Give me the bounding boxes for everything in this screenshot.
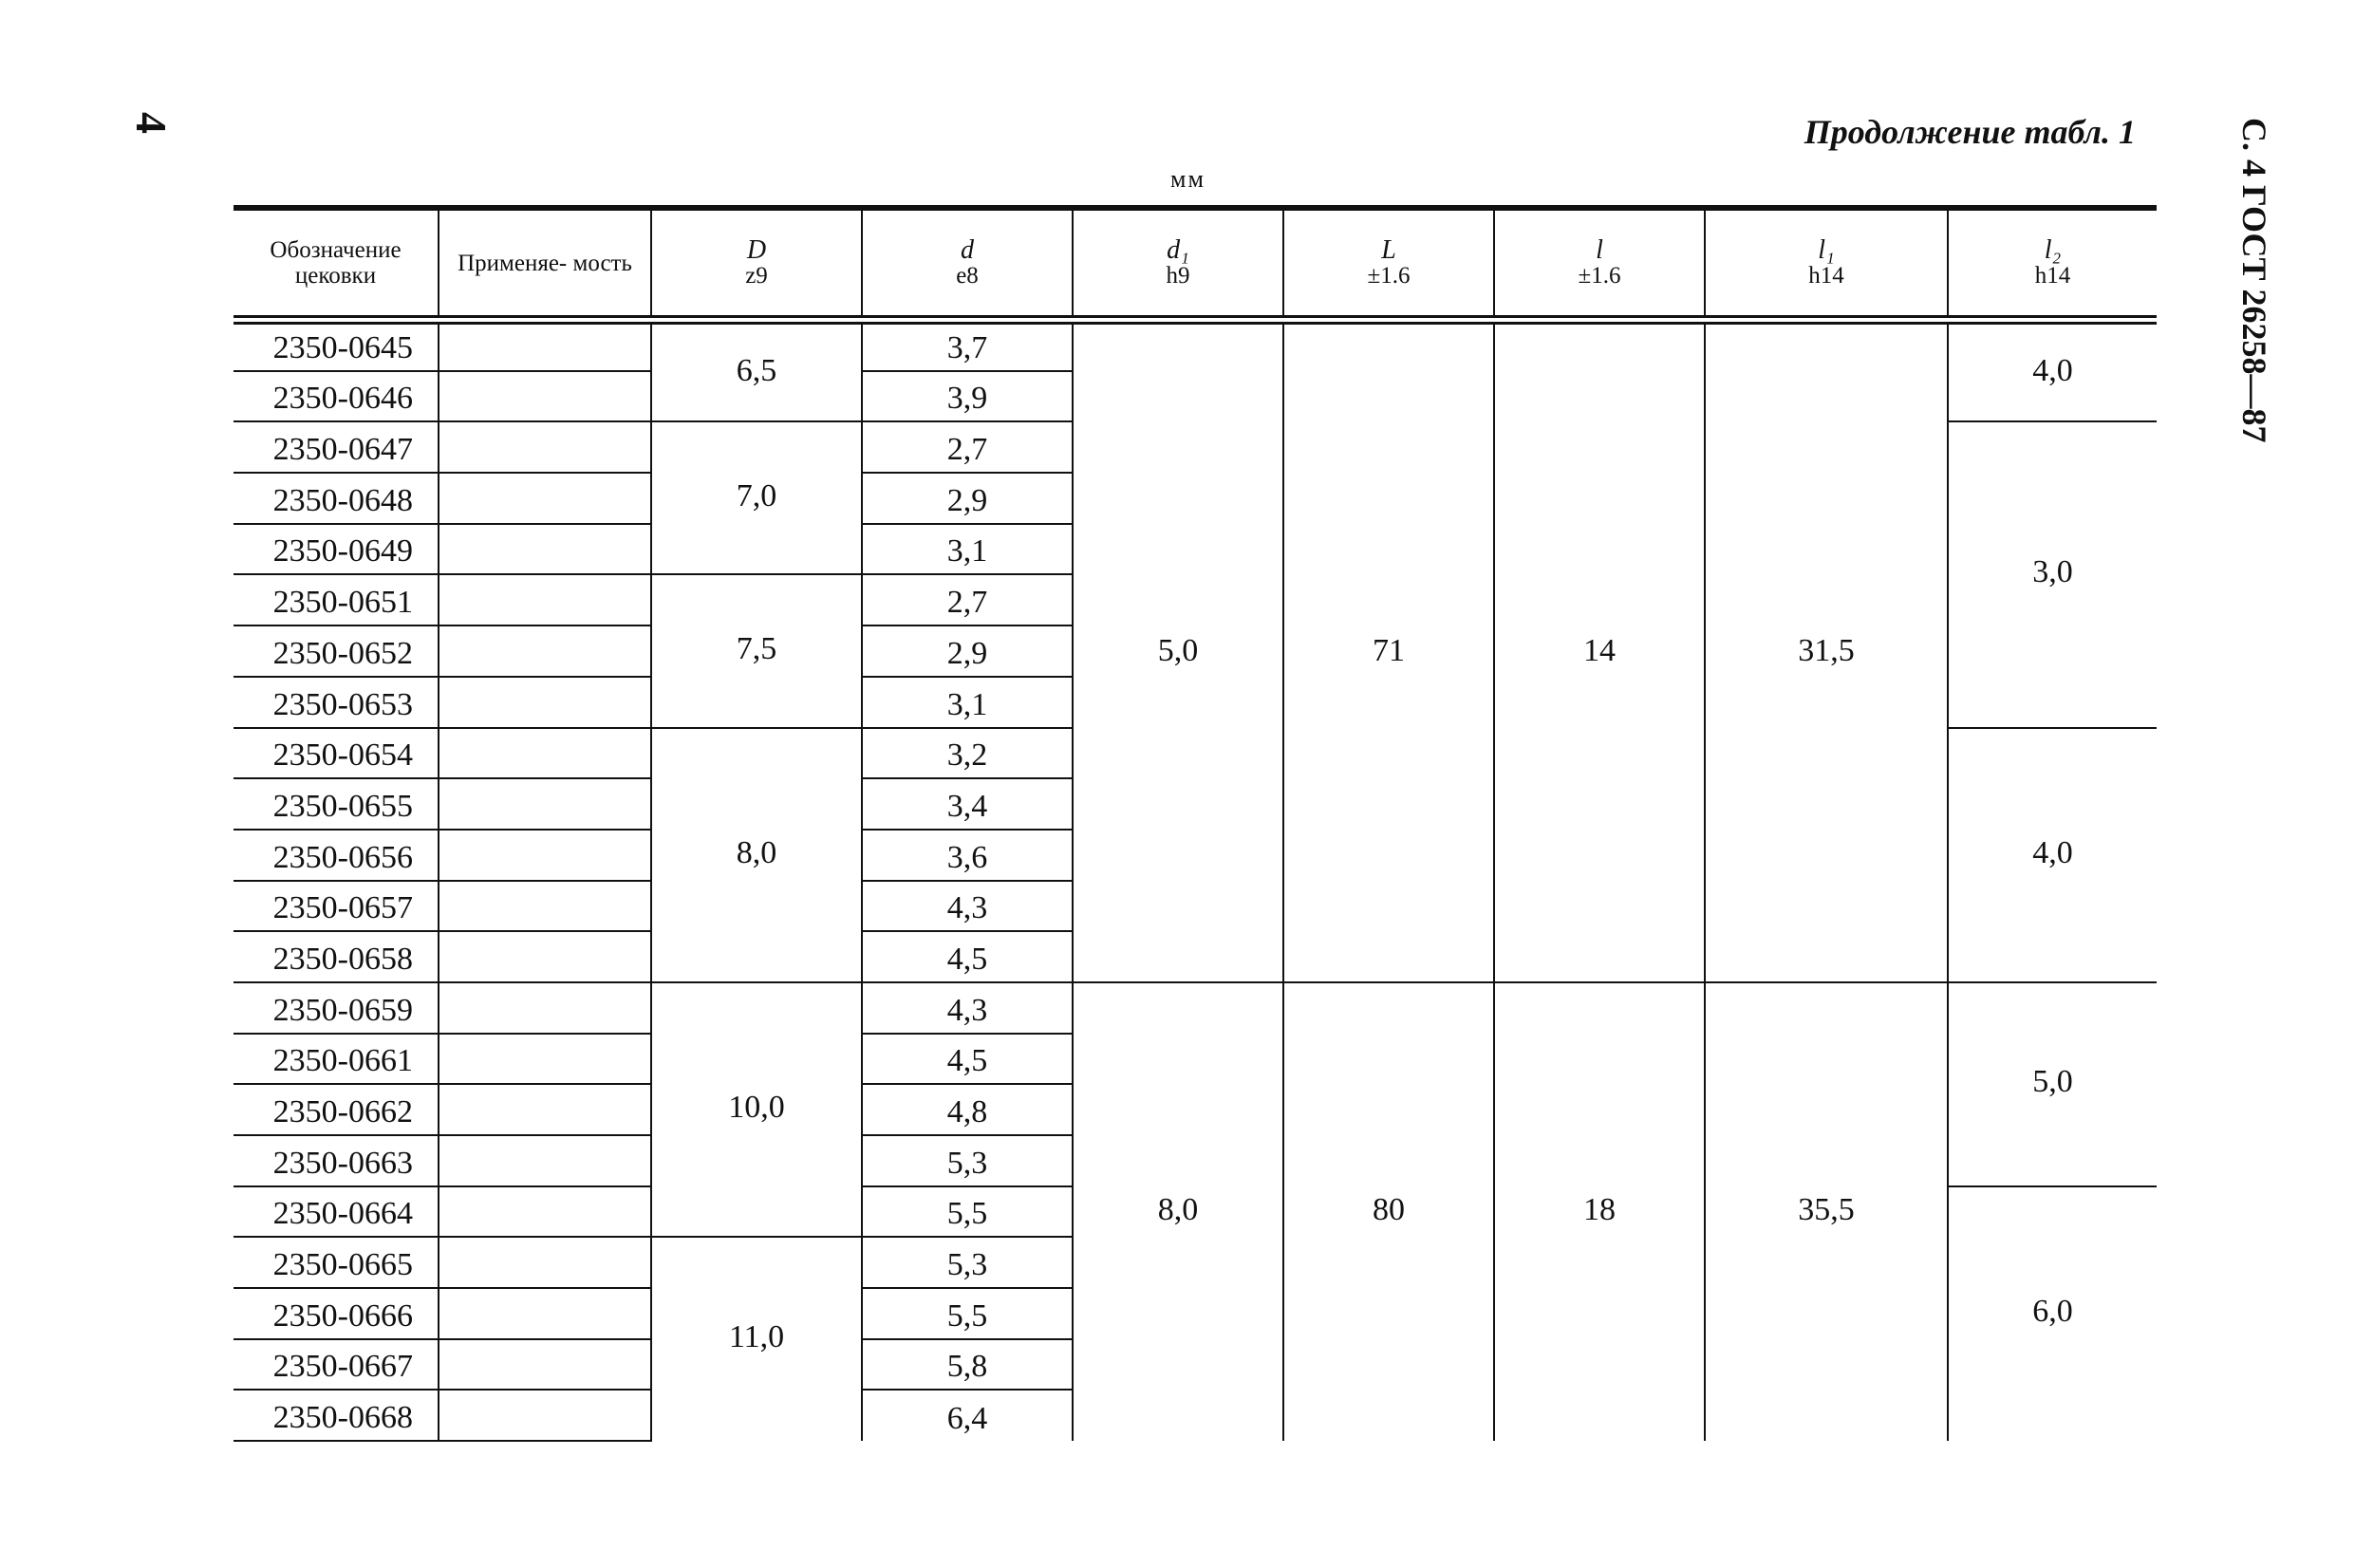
designation-cell: 2350-0646 bbox=[234, 371, 439, 422]
header-D bbox=[651, 208, 862, 320]
header-l2-symbol: l₂ bbox=[2044, 235, 2062, 265]
d-cell: 3,9 bbox=[862, 371, 1073, 422]
table-row bbox=[234, 982, 2157, 1034]
header-D-symbol: D bbox=[746, 235, 767, 265]
d-cell: 4,3 bbox=[862, 982, 1073, 1034]
applicability-cell bbox=[439, 728, 651, 779]
designation-cell: 2350-0651 bbox=[234, 574, 439, 625]
l2-cell: 3,0 bbox=[1948, 421, 2157, 727]
applicability-cell bbox=[439, 931, 651, 982]
D-cell: 7,0 bbox=[651, 421, 862, 574]
table-body bbox=[234, 320, 2157, 1441]
designation-cell: 2350-0656 bbox=[234, 830, 439, 881]
designation-cell: 2350-0655 bbox=[234, 778, 439, 830]
L-cell: 80 bbox=[1283, 982, 1494, 1441]
l-cell: 18 bbox=[1494, 982, 1705, 1441]
applicability-cell bbox=[439, 421, 651, 473]
header-l2-tolerance: h14 bbox=[2034, 263, 2071, 289]
table-continuation-caption: Продолжение табл. 1 bbox=[1804, 113, 2136, 151]
d-cell: 5,3 bbox=[862, 1237, 1073, 1288]
designation-cell: 2350-0662 bbox=[234, 1084, 439, 1135]
header-L-symbol: L bbox=[1381, 235, 1396, 265]
l2-cell: 5,0 bbox=[1948, 982, 2157, 1186]
D-cell: 6,5 bbox=[651, 320, 862, 421]
d-cell: 5,3 bbox=[862, 1135, 1073, 1186]
designation-cell: 2350-0652 bbox=[234, 625, 439, 677]
header-l1 bbox=[1705, 208, 1948, 320]
L-cell: 71 bbox=[1283, 320, 1494, 982]
d-cell: 2,9 bbox=[862, 473, 1073, 524]
designation-cell: 2350-0657 bbox=[234, 881, 439, 932]
header-d-tolerance: e8 bbox=[956, 263, 979, 289]
l1-cell: 35,5 bbox=[1705, 982, 1948, 1441]
header-d bbox=[862, 208, 1073, 320]
d-cell: 3,2 bbox=[862, 728, 1073, 779]
header-l-tolerance: ±1.6 bbox=[1578, 263, 1621, 289]
d-cell: 4,3 bbox=[862, 881, 1073, 932]
applicability-cell bbox=[439, 778, 651, 830]
designation-cell: 2350-0667 bbox=[234, 1339, 439, 1391]
d1-cell: 5,0 bbox=[1073, 320, 1283, 982]
l2-cell: 4,0 bbox=[1948, 320, 2157, 421]
designation-cell: 2350-0645 bbox=[234, 320, 439, 371]
header-d1 bbox=[1073, 208, 1283, 320]
applicability-cell bbox=[439, 1186, 651, 1238]
designation-cell: 2350-0665 bbox=[234, 1237, 439, 1288]
d-cell: 4,5 bbox=[862, 1034, 1073, 1085]
applicability-cell bbox=[439, 830, 651, 881]
d-cell: 3,1 bbox=[862, 677, 1073, 728]
header-d1-symbol: d₁ bbox=[1167, 235, 1189, 265]
applicability-cell bbox=[439, 320, 651, 371]
d-cell: 3,6 bbox=[862, 830, 1073, 881]
d-cell: 3,1 bbox=[862, 524, 1073, 575]
header-l1-tolerance: h14 bbox=[1808, 263, 1844, 289]
header-applicability: Применяе- мость bbox=[439, 208, 651, 320]
applicability-cell bbox=[439, 1339, 651, 1391]
applicability-cell bbox=[439, 1034, 651, 1085]
designation-cell: 2350-0649 bbox=[234, 524, 439, 575]
table-row bbox=[234, 320, 2157, 371]
applicability-cell bbox=[439, 982, 651, 1034]
designation-cell: 2350-0647 bbox=[234, 421, 439, 473]
designation-cell: 2350-0664 bbox=[234, 1186, 439, 1238]
designation-cell: 2350-0666 bbox=[234, 1288, 439, 1339]
D-cell: 10,0 bbox=[651, 982, 862, 1237]
applicability-cell bbox=[439, 1288, 651, 1339]
applicability-cell bbox=[439, 1390, 651, 1441]
header-d-symbol: d bbox=[961, 235, 974, 265]
header-L-tolerance: ±1.6 bbox=[1367, 263, 1411, 289]
designation-cell: 2350-0661 bbox=[234, 1034, 439, 1085]
header-designation: Обозначение цековки bbox=[234, 208, 439, 320]
applicability-cell bbox=[439, 1135, 651, 1186]
d-cell: 5,8 bbox=[862, 1339, 1073, 1391]
header-l bbox=[1494, 208, 1705, 320]
D-cell: 7,5 bbox=[651, 574, 862, 727]
d-cell: 5,5 bbox=[862, 1186, 1073, 1238]
applicability-cell bbox=[439, 524, 651, 575]
applicability-cell bbox=[439, 1237, 651, 1288]
d-cell: 2,7 bbox=[862, 574, 1073, 625]
dimensions-table bbox=[234, 205, 2157, 1442]
header-l2 bbox=[1948, 208, 2157, 320]
D-cell: 8,0 bbox=[651, 728, 862, 982]
l1-cell: 31,5 bbox=[1705, 320, 1948, 982]
header-l1-symbol: l₁ bbox=[1818, 235, 1835, 265]
d-cell: 5,5 bbox=[862, 1288, 1073, 1339]
designation-cell: 2350-0648 bbox=[234, 473, 439, 524]
page-number: 4 bbox=[127, 112, 176, 134]
l-cell: 14 bbox=[1494, 320, 1705, 982]
d-cell: 4,8 bbox=[862, 1084, 1073, 1135]
header-L bbox=[1283, 208, 1494, 320]
D-cell: 11,0 bbox=[651, 1237, 862, 1441]
header-l-symbol: l bbox=[1596, 235, 1603, 265]
d-cell: 3,7 bbox=[862, 320, 1073, 371]
designation-cell: 2350-0653 bbox=[234, 677, 439, 728]
d-cell: 2,7 bbox=[862, 421, 1073, 473]
d1-cell: 8,0 bbox=[1073, 982, 1283, 1441]
header-d1-tolerance: h9 bbox=[1166, 263, 1190, 289]
designation-cell: 2350-0668 bbox=[234, 1390, 439, 1441]
d-cell: 2,9 bbox=[862, 625, 1073, 677]
applicability-cell bbox=[439, 1084, 651, 1135]
applicability-cell bbox=[439, 574, 651, 625]
designation-cell: 2350-0663 bbox=[234, 1135, 439, 1186]
applicability-cell bbox=[439, 371, 651, 422]
applicability-cell bbox=[439, 473, 651, 524]
d-cell: 6,4 bbox=[862, 1390, 1073, 1441]
d-cell: 3,4 bbox=[862, 778, 1073, 830]
unit-label: мм bbox=[1170, 165, 1206, 193]
designation-cell: 2350-0658 bbox=[234, 931, 439, 982]
l2-cell: 6,0 bbox=[1948, 1186, 2157, 1441]
d-cell: 4,5 bbox=[862, 931, 1073, 982]
applicability-cell bbox=[439, 881, 651, 932]
designation-cell: 2350-0654 bbox=[234, 728, 439, 779]
applicability-cell bbox=[439, 625, 651, 677]
header-D-tolerance: z9 bbox=[745, 263, 768, 289]
standard-side-title: С. 4 ГОСТ 26258—87 bbox=[2235, 118, 2273, 443]
designation-cell: 2350-0659 bbox=[234, 982, 439, 1034]
l2-cell: 4,0 bbox=[1948, 728, 2157, 982]
applicability-cell bbox=[439, 677, 651, 728]
table-header-row bbox=[234, 208, 2157, 320]
